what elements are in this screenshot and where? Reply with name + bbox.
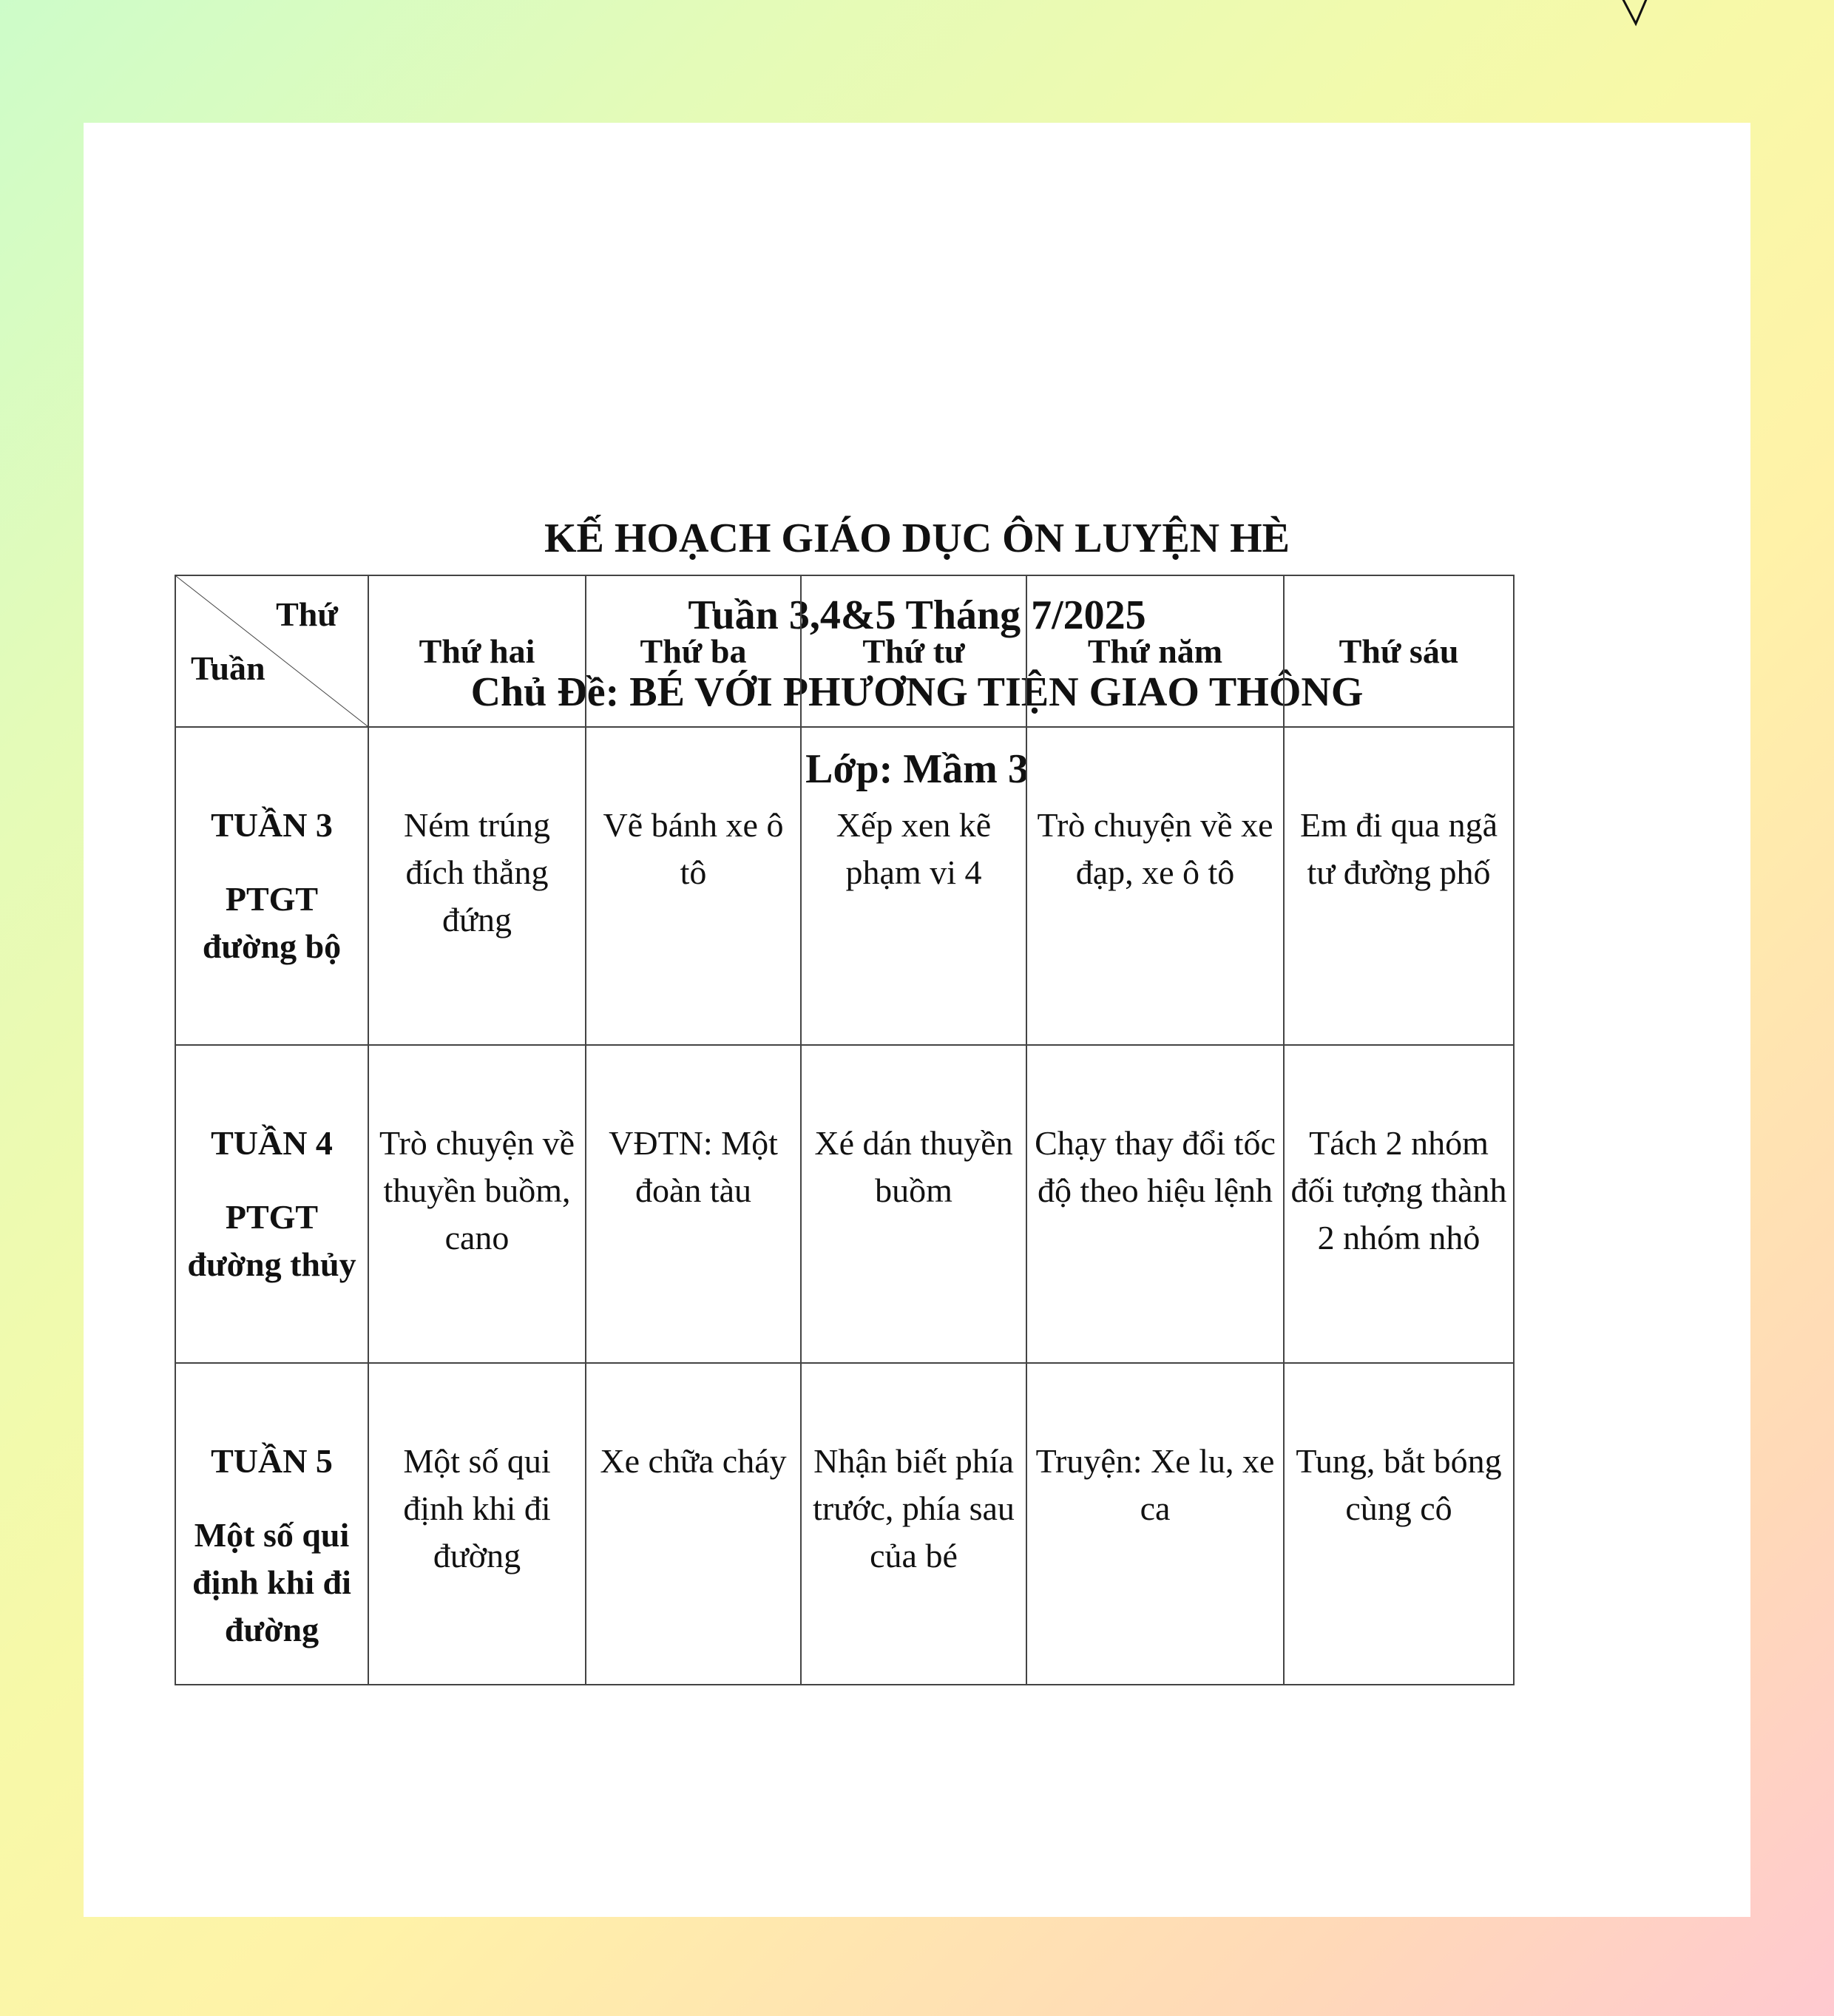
activity-cell [586,1363,801,1685]
activity-cell [1026,1363,1284,1685]
week-cell [175,1045,368,1363]
activity-cell [586,727,801,1045]
activity-text: Vẽ bánh xe ô tô [603,806,784,891]
activity-text: Một số qui định khi đi đường [403,1442,551,1574]
activity-text: Chạy thay đổi tốc độ theo hiệu lệnh [1035,1124,1276,1209]
activity-text: Xếp xen kẽ phạm vi 4 [836,806,992,891]
activity-text: Ném trúng đích thẳng đứng [403,806,550,938]
activity-cell [1026,1045,1284,1363]
activity-text: Xe chữa cháy [600,1442,787,1480]
header-day-monday: Thứ hai [368,575,586,727]
week-topic: PTGT đường thủy [187,1198,356,1283]
activity-text: VĐTN: Một đoàn tàu [609,1124,778,1209]
week-topic: PTGT đường bộ [202,880,342,965]
week-label: TUẦN 4 [211,1124,333,1162]
activity-cell [801,727,1026,1045]
table-row-week-5 [175,1363,1514,1685]
decorative-triangle-icon [1590,0,1664,37]
header-day-friday: Thứ sáu [1284,575,1514,727]
corner-label-day: Thứ [276,595,338,633]
table-corner-cell [175,575,368,727]
activity-text: Trò chuyện về thuyền buồm, cano [379,1124,575,1256]
header-day-wednesday: Thứ tư [801,575,1026,727]
week-cell [175,727,368,1045]
activity-cell [801,1363,1026,1685]
lesson-plan-table [175,575,1515,1685]
header-day-thursday: Thứ năm [1026,575,1284,727]
document-class: Lớp: Mầm 3 [805,746,1029,792]
activity-cell [368,1045,586,1363]
activity-text: Trò chuyện về xe đạp, xe ô tô [1037,806,1273,891]
document-theme: Chủ Đề: BÉ VỚI PHƯƠNG TIỆN GIAO THÔNG [470,669,1364,715]
activity-cell [1284,727,1514,1045]
activity-text: Tách 2 nhóm đối tượng thành 2 nhóm nhỏ [1290,1124,1507,1256]
activity-cell [586,1045,801,1363]
corner-label-week: Tuần [191,649,265,687]
week-label: TUẦN 3 [211,806,333,844]
header-day-tuesday: Thứ ba [586,575,801,727]
activity-text: Nhận biết phía trước, phía sau của bé [813,1442,1015,1574]
table-header-row [175,575,1514,727]
table-row-week-4 [175,1045,1514,1363]
activity-text: Em đi qua ngã tư đường phố [1300,806,1498,891]
week-label: TUẦN 5 [211,1442,333,1480]
activity-text: Truyện: Xe lu, xe ca [1035,1442,1275,1527]
document-period: Tuần 3,4&5 Tháng 7/2025 [688,592,1146,638]
table-row-week-3 [175,727,1514,1045]
week-cell [175,1363,368,1685]
document-title: KẾ HOẠCH GIÁO DỤC ÔN LUYỆN HÈ [544,515,1290,561]
activity-cell [368,727,586,1045]
activity-text: Tung, bắt bóng cùng cô [1296,1442,1502,1527]
activity-cell [1284,1045,1514,1363]
activity-cell [801,1045,1026,1363]
activity-cell [1284,1363,1514,1685]
activity-cell [1026,727,1284,1045]
activity-cell [368,1363,586,1685]
activity-text: Xé dán thuyền buồm [814,1124,1013,1209]
week-topic: Một số qui định khi đi đường [192,1516,351,1648]
